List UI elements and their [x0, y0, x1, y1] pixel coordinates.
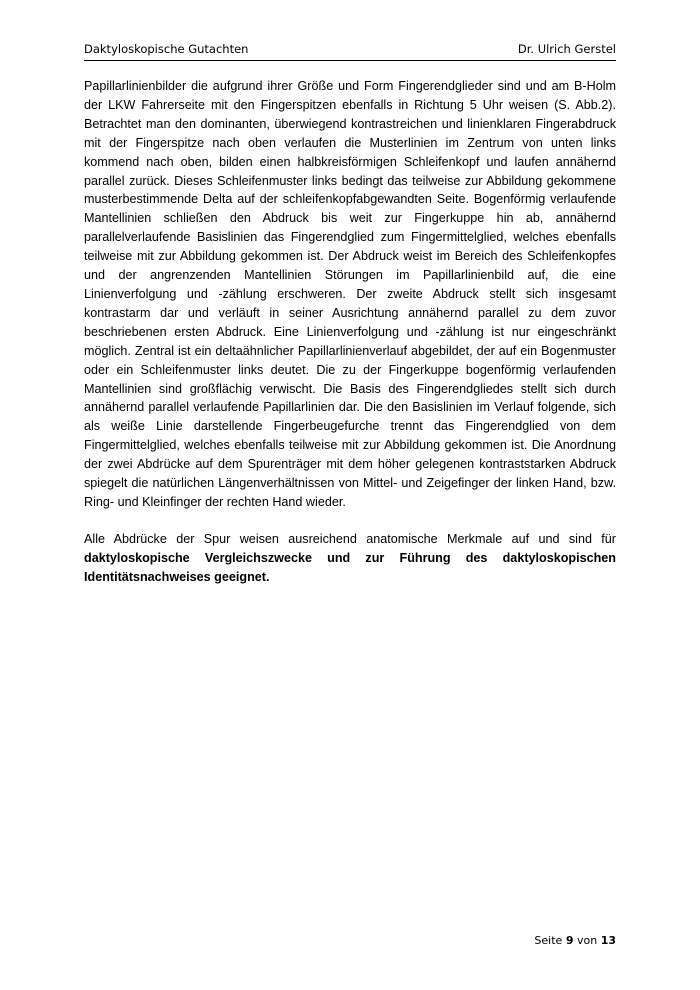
header-title: Daktyloskopische Gutachten: [84, 42, 249, 56]
paragraph-analysis: Papillarlinienbilder die aufgrund ihrer Größe und Form Fingerendglieder sind und am B-Holm der LKW Fahrerseite mit den Fingerspitzen ebenfalls in Richtung 5 Uhr weisen (S. Abb.2). Betrachtet man den dominanten, überwiegend kontrastreichen und linienklaren Fingerabdruck mit der Fingerspitze nach oben verlaufen die Musterlinien im Zentrum von unten links kommend nach oben, bilden einen halbkreisförmigen Schleifenkopf und laufen annähernd parallel zurück. Dieses Schleifenmuster links bedingt das teilweise zur Abbildung gekommene musterbestimmende Delta auf der schleifenkopfabgewandten Seite. Bogenförmig verlaufende Mantellinien schließen den Abdruck bis weit zur Fingerkuppe hin ab, annähernd parallelverlaufende Basislinien das Fingerendglied zum Fingermittelglied, welches ebenfalls teilweise mit zur Abbildung gekommen ist. Der Abdruck weist im Bereich des Schleifenkopfes und der angrenzenden Mantellinien Störungen im Papillarlinienbild auf, die eine Linienverfolgung und -zählung erschweren. Der zweite Abdruck stellt sich insgesamt kontrastarm dar und verläuft in seiner Ausrichtung annähernd parallel zu dem zuvor beschriebenen ersten Abdruck. Eine Linienverfolgung und -zählung ist nur eingeschränkt möglich. Zentral ist ein deltaähnlicher Papillarlinienverlauf abgebildet, der auf ein Bogenmuster oder ein Schleifenmuster links deutet. Die zu der Fingerkuppe bogenförmig verlaufenden Mantellinien sind großflächig verwischt. Die Basis des Fingerendgliedes stellt sich durch annähernd parallel verlaufende Papillarlinien dar. Die den Basislinien im Verlauf folgende, sich als weiße Linie darstellende Fingerbeugefurche trennt das Fingerendglied von dem Fingermittelglied, welches ebenfalls teilweise mit zur Abbildung gekommen ist. Die Anordnung der zwei Abdrücke auf dem Spurenträger mit dem höher gelegenen kontraststarken Abdruck spiegelt die natürlichen Längenverhältnissen von Mittel- und Zeigefinger der linken Hand, bzw. Ring- und Kleinfinger der rechten Hand wieder.: [84, 79, 616, 509]
conclusion-text: Alle Abdrücke der Spur weisen ausreichend anatomische Merkmale auf und sind für: [84, 531, 616, 546]
footer-middle: von: [573, 934, 601, 947]
page-total: 13: [600, 934, 616, 947]
paragraph-conclusion: [84, 530, 616, 587]
page-number: 9: [565, 934, 574, 947]
page-header: [84, 40, 616, 61]
conclusion-bold-text: daktyloskopische Vergleichszwecke und zur Führung des daktyloskopischen Identitätsnachweises geeignet.: [84, 550, 616, 584]
header-author: Dr. Ulrich Gerstel: [517, 42, 616, 56]
page-footer: [534, 934, 616, 947]
document-body: [84, 77, 616, 587]
footer-prefix: Seite: [534, 934, 566, 947]
